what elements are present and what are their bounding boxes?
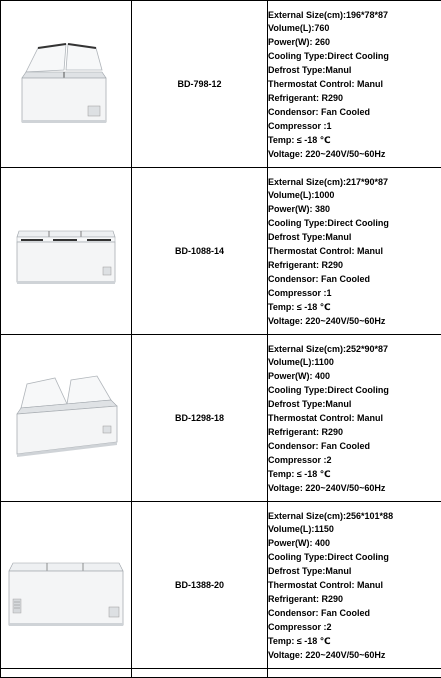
spec-list [268,508,441,663]
spec-temp: Temp: ≤ -18 ℃ [268,635,441,649]
spec-volume: Volume(L):1100 [268,356,441,370]
spec-external-size: External Size(cm):196*78*87 [268,9,441,23]
spec-volume: Volume(L):1150 [268,523,441,537]
model-number-cell [132,1,268,168]
spec-power: Power(W): 380 [268,203,441,217]
spec-condensor: Condensor: Fan Cooled [268,106,441,120]
spec-defrost-type: Defrost Type:Manul [268,231,441,245]
table-row [1,168,441,335]
spec-cooling-type: Cooling Type:Direct Cooling [268,384,441,398]
spec-compressor: Compressor :1 [268,287,441,301]
empty-cell [268,669,441,678]
model-number-cell [132,168,268,335]
spec-cell [268,502,441,669]
product-image-cell [1,1,132,168]
spec-voltage: Voltage: 220~240V/50~60Hz [268,649,441,663]
spec-temp: Temp: ≤ -18 ℃ [268,468,441,482]
spec-list [268,7,441,162]
spec-compressor: Compressor :2 [268,454,441,468]
spec-voltage: Voltage: 220~240V/50~60Hz [268,148,441,162]
spec-temp: Temp: ≤ -18 ℃ [268,134,441,148]
chest-freezer-2-door-open-image [16,36,116,132]
spec-thermostat-control: Thermostat Control: Manul [268,579,441,593]
spec-refrigerant: Refrigerant: R290 [268,426,441,440]
model-number: BD-1088-14 [175,246,224,256]
spec-cooling-type: Cooling Type:Direct Cooling [268,50,441,64]
spec-volume: Volume(L):760 [268,22,441,36]
spec-condensor: Condensor: Fan Cooled [268,440,441,454]
spec-refrigerant: Refrigerant: R290 [268,92,441,106]
spec-thermostat-control: Thermostat Control: Manul [268,245,441,259]
spec-power: Power(W): 400 [268,537,441,551]
spec-thermostat-control: Thermostat Control: Manul [268,78,441,92]
spec-defrost-type: Defrost Type:Manul [268,64,441,78]
product-image-cell [1,502,132,669]
model-number: BD-1298-18 [175,413,224,423]
spec-cell [268,1,441,168]
spec-cell [268,335,441,502]
model-number-cell [132,335,268,502]
spec-cell [268,168,441,335]
table-row [1,1,441,168]
chest-freezer-2-door-open-image [11,370,121,466]
spec-cooling-type: Cooling Type:Direct Cooling [268,217,441,231]
spec-refrigerant: Refrigerant: R290 [268,593,441,607]
empty-cell [1,669,132,678]
empty-cell [132,669,268,678]
model-number: BD-798-12 [177,79,221,89]
spec-list [268,174,441,329]
spec-list [268,341,441,496]
table-row [1,502,441,669]
spec-refrigerant: Refrigerant: R290 [268,259,441,273]
chest-freezer-closed-image [13,211,119,291]
spec-external-size: External Size(cm):252*90*87 [268,343,441,357]
spec-external-size: External Size(cm):217*90*87 [268,176,441,190]
spec-defrost-type: Defrost Type:Manul [268,565,441,579]
spec-condensor: Condensor: Fan Cooled [268,273,441,287]
spec-power: Power(W): 400 [268,370,441,384]
spec-compressor: Compressor :2 [268,621,441,635]
model-number: BD-1388-20 [175,580,224,590]
chest-freezer-3-door-closed-image [7,537,125,633]
spec-compressor: Compressor :1 [268,120,441,134]
model-number-cell [132,502,268,669]
product-image-cell [1,335,132,502]
spec-cooling-type: Cooling Type:Direct Cooling [268,551,441,565]
spec-power: Power(W): 260 [268,36,441,50]
table-row-partial [1,669,441,678]
table-row [1,335,441,502]
spec-temp: Temp: ≤ -18 ℃ [268,301,441,315]
spec-condensor: Condensor: Fan Cooled [268,607,441,621]
spec-volume: Volume(L):1000 [268,189,441,203]
spec-voltage: Voltage: 220~240V/50~60Hz [268,482,441,496]
spec-thermostat-control: Thermostat Control: Manul [268,412,441,426]
spec-external-size: External Size(cm):256*101*88 [268,510,441,524]
spec-voltage: Voltage: 220~240V/50~60Hz [268,315,441,329]
product-image-cell [1,168,132,335]
spec-defrost-type: Defrost Type:Manul [268,398,441,412]
